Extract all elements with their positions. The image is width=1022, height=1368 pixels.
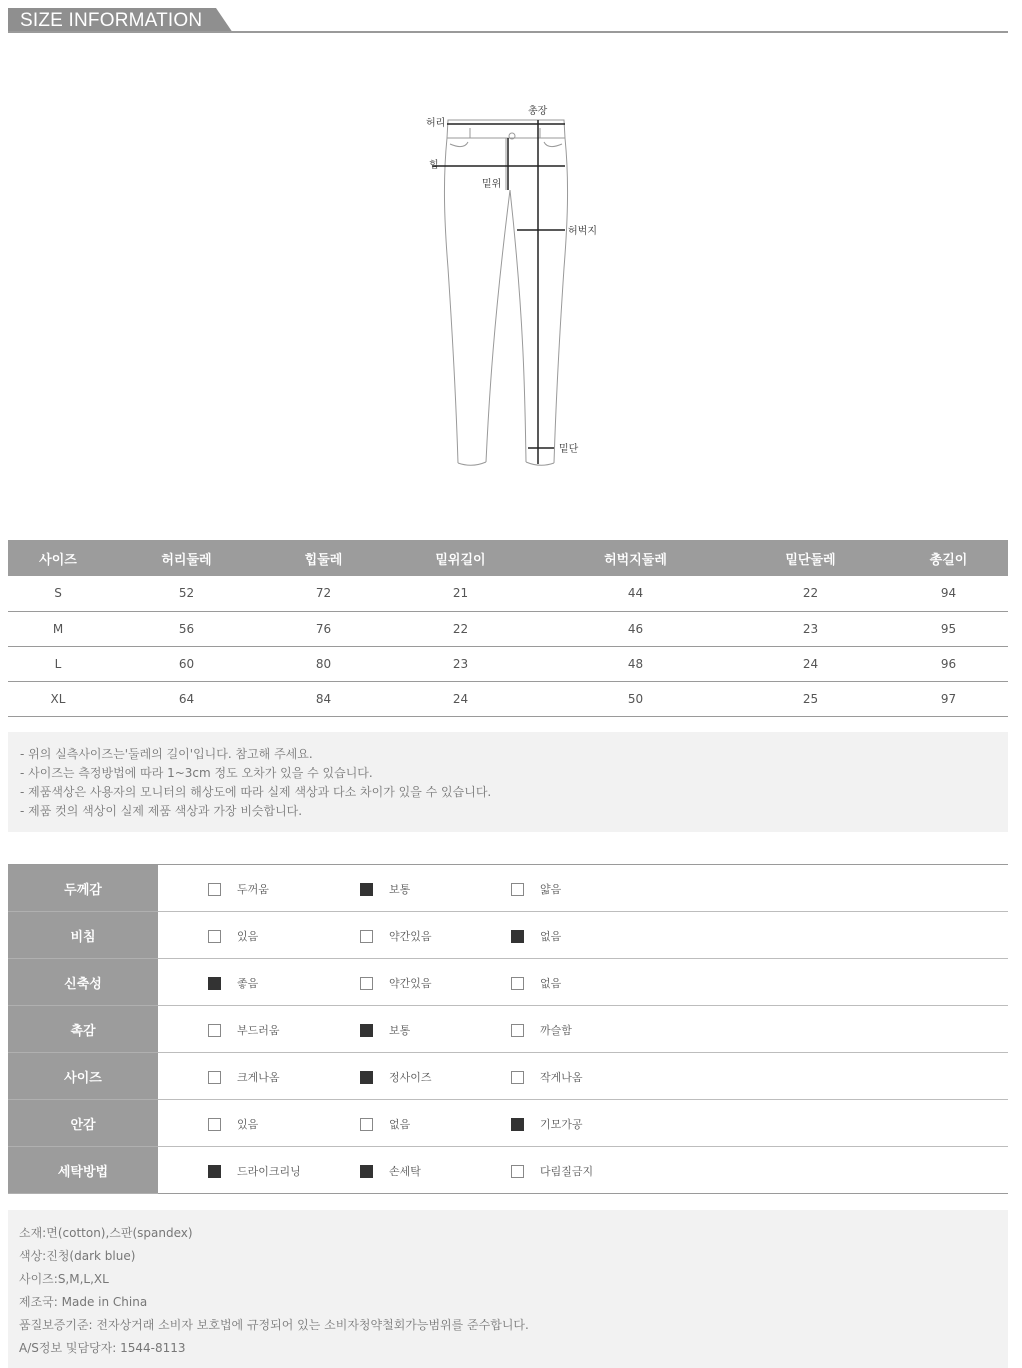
feel-option: [360, 975, 432, 991]
checked-box-icon: [511, 930, 524, 943]
feel-options: [158, 1006, 1008, 1053]
header-divider: [8, 31, 1008, 33]
fabric-feel-table: [8, 864, 1008, 1194]
thigh-label: 허벅지: [568, 226, 597, 237]
checked-box-icon: [360, 1071, 373, 1084]
feel-option-label: 좋음: [237, 977, 259, 990]
feel-option-label: 정사이즈: [389, 1071, 432, 1084]
feel-options: [158, 865, 1008, 912]
table-cell: 22: [732, 576, 889, 611]
info-line: A/S정보 및담당자: 1544-8113: [19, 1341, 186, 1355]
table-cell: 64: [108, 681, 265, 716]
feel-option: [208, 975, 258, 991]
feel-option-label: 작게나옴: [540, 1071, 583, 1084]
section-title: SIZE INFORMATION: [20, 10, 203, 31]
table-cell: 46: [539, 611, 732, 646]
feel-option: [511, 1022, 572, 1038]
table-cell: 52: [108, 576, 265, 611]
feel-option: [511, 975, 561, 991]
info-line: 제조국: Made in China: [19, 1295, 148, 1309]
checked-box-icon: [360, 1165, 373, 1178]
table-row: [8, 681, 1008, 716]
feel-option: [208, 1022, 280, 1038]
empty-box-icon: [208, 1071, 221, 1084]
table-cell: L: [8, 646, 108, 681]
note-line: - 제품색상은 사용자의 모니터의 해상도에 따라 실제 색상과 다소 차이가 있을 수 있습니다.: [20, 785, 492, 799]
col-header: 총길이: [889, 540, 1008, 576]
pants-measurement-diagram: [410, 98, 610, 478]
product-info: [8, 1210, 1008, 1368]
empty-box-icon: [511, 1165, 524, 1178]
table-row: [8, 576, 1008, 611]
feel-option-label: 약간있음: [389, 977, 432, 990]
feel-option-label: 부드러움: [237, 1024, 280, 1037]
feel-option-label: 보통: [389, 883, 411, 896]
checked-box-icon: [360, 1024, 373, 1037]
feel-option-label: 크게나옴: [237, 1071, 280, 1084]
col-header: 허리둘레: [108, 540, 265, 576]
table-cell: 80: [265, 646, 382, 681]
table-cell: 76: [265, 611, 382, 646]
note-line: - 사이즈는 측정방법에 따라 1~3cm 정도 오차가 있을 수 있습니다.: [20, 766, 373, 780]
feel-row: [8, 1006, 1008, 1053]
feel-option-label: 약간있음: [389, 930, 432, 943]
feel-option-label: 다림질금지: [540, 1165, 594, 1178]
feel-option-label: 보통: [389, 1024, 411, 1037]
feel-option: [208, 881, 269, 897]
table-cell: 23: [382, 646, 539, 681]
col-header: 밑위길이: [382, 540, 539, 576]
feel-option: [511, 1069, 583, 1085]
feel-option: [360, 1022, 410, 1038]
feel-row: [8, 912, 1008, 959]
info-line: 사이즈:S,M,L,XL: [19, 1272, 109, 1286]
feel-option-label: 없음: [540, 977, 562, 990]
hip-label: 힙: [429, 160, 439, 171]
info-line: 색상:진청(dark blue): [19, 1249, 136, 1263]
feel-option: [208, 1116, 258, 1132]
rise-label: 밑위: [482, 179, 502, 190]
table-cell: 24: [732, 646, 889, 681]
feel-option-label: 두꺼움: [237, 883, 269, 896]
feel-row: [8, 1147, 1008, 1194]
empty-box-icon: [360, 1118, 373, 1131]
feel-row-label: 신축성: [8, 959, 158, 1006]
table-cell: 23: [732, 611, 889, 646]
empty-box-icon: [208, 1118, 221, 1131]
feel-options: [158, 1053, 1008, 1100]
checked-box-icon: [208, 977, 221, 990]
col-header: 허벅지둘레: [539, 540, 732, 576]
table-cell: M: [8, 611, 108, 646]
checked-box-icon: [511, 1118, 524, 1131]
feel-row-label: 안감: [8, 1100, 158, 1147]
feel-option-label: 까슬함: [540, 1024, 572, 1037]
table-cell: 24: [382, 681, 539, 716]
feel-option-label: 있음: [237, 1118, 259, 1131]
feel-option: [208, 1163, 301, 1179]
table-row: [8, 646, 1008, 681]
feel-row-label: 두께감: [8, 865, 158, 912]
empty-box-icon: [208, 883, 221, 896]
size-table: [8, 540, 1008, 717]
feel-option-label: 없음: [389, 1118, 411, 1131]
waist-label: 허리: [426, 118, 446, 129]
feel-option-label: 없음: [540, 930, 562, 943]
empty-box-icon: [360, 977, 373, 990]
total-length-label: 총장: [528, 106, 548, 117]
empty-box-icon: [360, 930, 373, 943]
feel-option: [511, 1163, 593, 1179]
feel-row-label: 세탁방법: [8, 1147, 158, 1194]
note-line: - 제품 컷의 색상이 실제 제품 색상과 가장 비슷합니다.: [20, 804, 303, 818]
feel-option-label: 얇음: [540, 883, 562, 896]
feel-row: [8, 1100, 1008, 1147]
feel-row: [8, 959, 1008, 1006]
feel-option: [208, 1069, 280, 1085]
empty-box-icon: [511, 977, 524, 990]
feel-option: [360, 1163, 421, 1179]
feel-option: [360, 1069, 432, 1085]
feel-option-label: 드라이크리닝: [237, 1165, 301, 1178]
feel-option: [511, 881, 561, 897]
feel-row: [8, 865, 1008, 912]
table-cell: 21: [382, 576, 539, 611]
section-header: [8, 8, 1008, 34]
table-cell: 60: [108, 646, 265, 681]
checked-box-icon: [360, 883, 373, 896]
empty-box-icon: [208, 1024, 221, 1037]
table-cell: 56: [108, 611, 265, 646]
hem-label: 밑단: [559, 444, 579, 455]
feel-option: [208, 928, 258, 944]
col-header: 사이즈: [8, 540, 108, 576]
col-header: 밑단둘레: [732, 540, 889, 576]
table-cell: 25: [732, 681, 889, 716]
feel-options: [158, 1147, 1008, 1194]
feel-option: [360, 881, 410, 897]
feel-option-label: 있음: [237, 930, 259, 943]
note-line: - 위의 실측사이즈는'둘레의 길이'입니다. 참고해 주세요.: [20, 747, 313, 761]
empty-box-icon: [511, 883, 524, 896]
feel-options: [158, 912, 1008, 959]
table-cell: S: [8, 576, 108, 611]
feel-option: [360, 928, 432, 944]
feel-row-label: 비침: [8, 912, 158, 959]
table-cell: 44: [539, 576, 732, 611]
feel-row-label: 촉감: [8, 1006, 158, 1053]
empty-box-icon: [208, 930, 221, 943]
feel-options: [158, 1100, 1008, 1147]
table-cell: 97: [889, 681, 1008, 716]
table-cell: 22: [382, 611, 539, 646]
feel-option-label: 기모가공: [540, 1118, 583, 1131]
table-cell: 72: [265, 576, 382, 611]
empty-box-icon: [511, 1024, 524, 1037]
info-line: 소재:면(cotton),스판(spandex): [19, 1226, 193, 1240]
table-cell: 84: [265, 681, 382, 716]
checked-box-icon: [208, 1165, 221, 1178]
size-table-header: [8, 540, 1008, 576]
table-cell: 95: [889, 611, 1008, 646]
feel-row: [8, 1053, 1008, 1100]
table-cell: 48: [539, 646, 732, 681]
info-line: 품질보증기준: 전자상거래 소비자 보호법에 규정되어 있는 소비자청약철회가능범위를 준수합니다.: [19, 1318, 529, 1332]
feel-option: [511, 1116, 583, 1132]
col-header: 힙둘레: [265, 540, 382, 576]
table-cell: 96: [889, 646, 1008, 681]
feel-option: [360, 1116, 410, 1132]
empty-box-icon: [511, 1071, 524, 1084]
feel-row-label: 사이즈: [8, 1053, 158, 1100]
feel-option-label: 손세탁: [389, 1165, 421, 1178]
feel-option: [511, 928, 561, 944]
size-notes: [8, 732, 1008, 832]
table-cell: 50: [539, 681, 732, 716]
feel-options: [158, 959, 1008, 1006]
table-cell: XL: [8, 681, 108, 716]
pants-drawing: [410, 98, 610, 478]
table-row: [8, 611, 1008, 646]
table-cell: 94: [889, 576, 1008, 611]
